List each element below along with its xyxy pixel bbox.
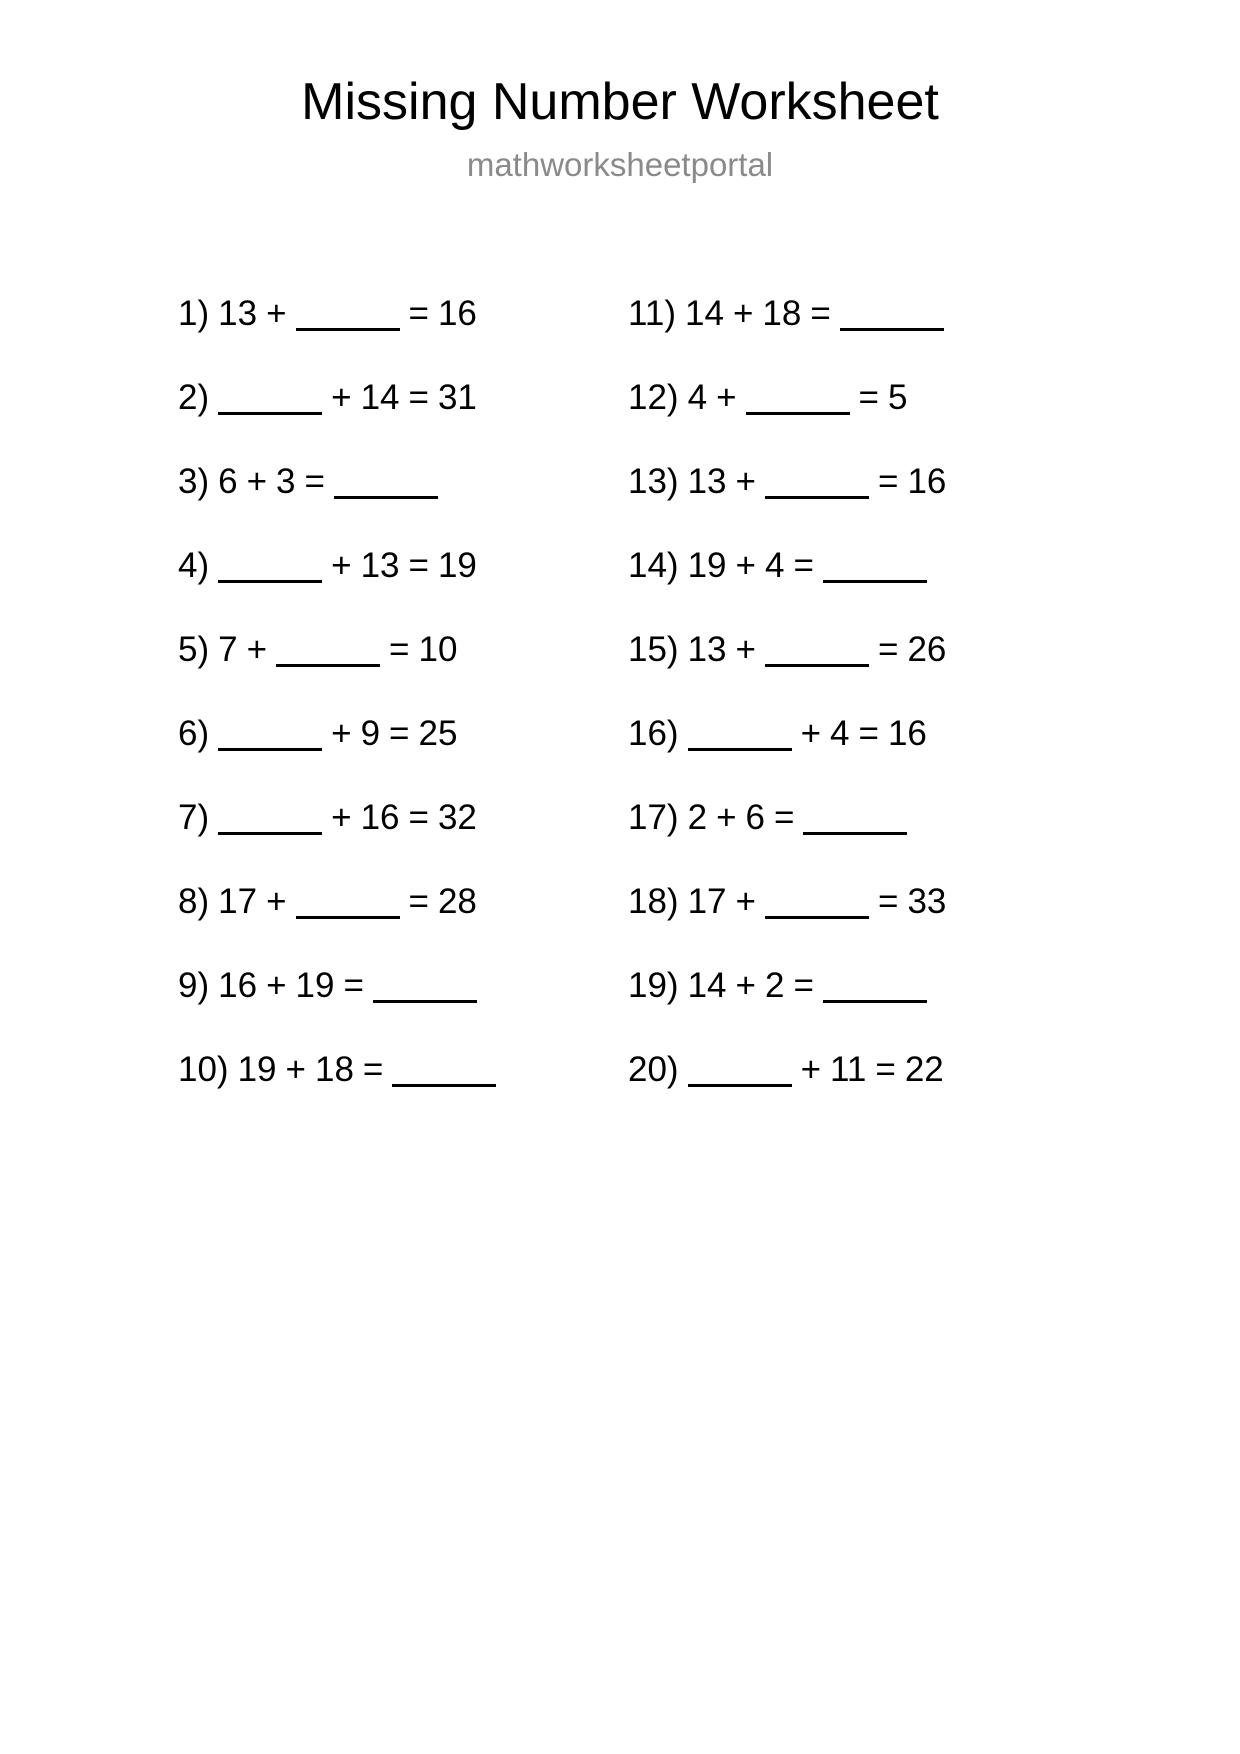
problem-index: 6) <box>178 714 210 753</box>
answer-blank[interactable] <box>765 638 869 667</box>
problem-equals-sign: = <box>793 966 814 1005</box>
problem-equals-sign: = <box>408 546 429 585</box>
problem-equals-sign: = <box>343 966 364 1005</box>
problem-result: 10 <box>418 630 458 669</box>
problem-operator: + <box>735 546 756 585</box>
answer-blank[interactable] <box>765 470 869 499</box>
problem-equals-sign: = <box>877 630 899 669</box>
problem-index: 19) <box>628 966 679 1005</box>
problem-equals-sign: = <box>773 798 795 837</box>
problem-result: 16 <box>437 294 477 333</box>
answer-blank[interactable] <box>218 722 322 751</box>
problem-result: 19 <box>437 546 477 585</box>
answer-blank[interactable] <box>218 554 322 583</box>
problem-index: 13) <box>628 462 679 501</box>
problem-row <box>628 632 1078 716</box>
problem-row <box>178 800 628 884</box>
answer-blank[interactable] <box>373 974 477 1003</box>
problem-operand-b: 14 <box>360 378 400 417</box>
problem-equals-sign: = <box>877 462 899 501</box>
problem-operator: + <box>735 630 756 669</box>
problem-operand-b: 13 <box>360 546 400 585</box>
problem-equals-sign: = <box>362 1050 384 1089</box>
problem-operand-a: 13 <box>687 462 727 501</box>
problem-equals-sign: = <box>793 546 814 585</box>
problem-row <box>178 380 628 464</box>
problem-index: 2) <box>178 378 210 417</box>
answer-blank[interactable] <box>765 890 869 919</box>
problem-operator: + <box>285 1050 306 1089</box>
answer-blank[interactable] <box>276 638 380 667</box>
problem-operand-a: 6 <box>218 462 238 501</box>
problem-index: 12) <box>628 378 679 417</box>
problem-operand-b: 6 <box>745 798 765 837</box>
problem-index: 11) <box>628 294 676 333</box>
left-column <box>178 296 628 1136</box>
problem-row <box>628 884 1078 968</box>
problem-operand-a: 19 <box>687 546 727 585</box>
problem-row <box>178 884 628 968</box>
problem-result: 5 <box>887 378 908 417</box>
answer-blank[interactable] <box>392 1058 496 1087</box>
problem-operand-a: 14 <box>687 966 727 1005</box>
problem-operand-b: 2 <box>764 966 785 1005</box>
problem-operand-b: 11 <box>830 1050 867 1089</box>
problem-operand-a: 4 <box>687 378 708 417</box>
problem-equals-sign: = <box>408 882 429 921</box>
problem-index: 3) <box>178 462 210 501</box>
problem-operand-a: 14 <box>685 294 724 333</box>
problem-operator: + <box>735 882 756 921</box>
problem-row <box>628 464 1078 548</box>
problem-operand-b: 4 <box>830 714 850 753</box>
problem-operator: + <box>800 714 822 753</box>
problem-row <box>178 464 628 548</box>
page-title: Missing Number Worksheet <box>301 73 939 131</box>
problem-index: 16) <box>628 714 679 753</box>
problem-result: 31 <box>437 378 477 417</box>
answer-blank[interactable] <box>296 302 400 331</box>
problem-equals-sign: = <box>875 1050 896 1089</box>
answer-blank[interactable] <box>746 386 850 415</box>
problem-operator: + <box>716 798 737 837</box>
answer-blank[interactable] <box>803 806 907 835</box>
problem-index: 20) <box>628 1050 679 1089</box>
problem-index: 4) <box>178 546 210 585</box>
problem-result: 26 <box>907 630 947 669</box>
problem-equals-sign: = <box>304 462 325 501</box>
problem-row <box>628 296 1078 380</box>
answer-blank[interactable] <box>840 302 944 331</box>
problem-operator: + <box>800 1050 822 1089</box>
problem-equals-sign: = <box>858 378 879 417</box>
problem-operand-b: 18 <box>762 294 802 333</box>
problem-index: 1) <box>178 294 210 333</box>
problem-operator: + <box>331 714 352 753</box>
problem-operator: + <box>266 294 287 333</box>
problem-equals-sign: = <box>389 714 410 753</box>
answer-blank[interactable] <box>296 890 400 919</box>
problem-operator: + <box>246 630 268 669</box>
problem-operator: + <box>735 966 756 1005</box>
problem-operand-a: 19 <box>237 1050 277 1089</box>
problem-equals-sign: = <box>877 882 899 921</box>
problem-equals-sign: = <box>408 294 429 333</box>
problem-operator: + <box>732 294 754 333</box>
problem-index: 17) <box>628 798 679 837</box>
problem-operand-b: 4 <box>764 546 785 585</box>
problem-index: 9) <box>178 966 210 1005</box>
problem-operand-b: 16 <box>360 798 400 837</box>
problem-operand-a: 17 <box>687 882 727 921</box>
problem-operator: + <box>246 462 268 501</box>
answer-blank[interactable] <box>688 722 792 751</box>
problem-equals-sign: = <box>858 714 879 753</box>
problem-operand-a: 2 <box>687 798 708 837</box>
problem-equals-sign: = <box>408 378 429 417</box>
answer-blank[interactable] <box>218 806 322 835</box>
problem-equals-sign: = <box>810 294 831 333</box>
answer-blank[interactable] <box>218 386 322 415</box>
problem-grid <box>0 296 1240 1136</box>
problem-operator: + <box>331 378 352 417</box>
problem-row <box>178 968 628 1052</box>
problem-row <box>178 548 628 632</box>
problem-operand-a: 13 <box>687 630 727 669</box>
problem-row <box>628 800 1078 884</box>
right-column <box>628 296 1078 1136</box>
answer-blank[interactable] <box>688 1058 792 1087</box>
problem-equals-sign: = <box>408 798 429 837</box>
problem-result: 32 <box>437 798 477 837</box>
problem-index: 8) <box>178 882 210 921</box>
problem-operand-a: 7 <box>218 630 238 669</box>
problem-result: 16 <box>887 714 927 753</box>
problem-index: 14) <box>628 546 679 585</box>
problem-operator: + <box>735 462 756 501</box>
problem-operand-a: 17 <box>218 882 258 921</box>
problem-row <box>178 632 628 716</box>
problem-row <box>178 296 628 380</box>
problem-row <box>628 716 1078 800</box>
problem-row <box>628 968 1078 1052</box>
problem-operator: + <box>331 798 352 837</box>
answer-blank[interactable] <box>334 470 438 499</box>
problem-row <box>628 548 1078 632</box>
problem-operand-b: 9 <box>360 714 381 753</box>
problem-index: 15) <box>628 630 679 669</box>
answer-blank[interactable] <box>823 974 927 1003</box>
problem-result: 16 <box>907 462 947 501</box>
problem-index: 18) <box>628 882 679 921</box>
problem-operator: + <box>266 966 287 1005</box>
problem-operand-a: 13 <box>218 294 258 333</box>
problem-operator: + <box>266 882 287 921</box>
problem-operand-b: 18 <box>314 1050 354 1089</box>
problem-result: 25 <box>418 714 458 753</box>
problem-operator: + <box>716 378 737 417</box>
problem-equals-sign: = <box>389 630 410 669</box>
problem-index: 7) <box>178 798 210 837</box>
worksheet-header <box>0 0 1240 184</box>
problem-index: 5) <box>178 630 210 669</box>
problem-result: 28 <box>437 882 477 921</box>
problem-operand-b: 3 <box>276 462 296 501</box>
problem-index: 10) <box>178 1050 229 1089</box>
problem-operand-a: 16 <box>218 966 258 1005</box>
problem-result: 22 <box>904 1050 944 1089</box>
site-attribution: mathworksheetportal <box>466 146 774 184</box>
problem-row <box>178 1052 628 1136</box>
problem-result: 33 <box>907 882 947 921</box>
problem-operator: + <box>331 546 352 585</box>
problem-row <box>628 1052 1078 1136</box>
problem-row <box>178 716 628 800</box>
problem-operand-b: 19 <box>295 966 335 1005</box>
problem-row <box>628 380 1078 464</box>
answer-blank[interactable] <box>823 554 927 583</box>
